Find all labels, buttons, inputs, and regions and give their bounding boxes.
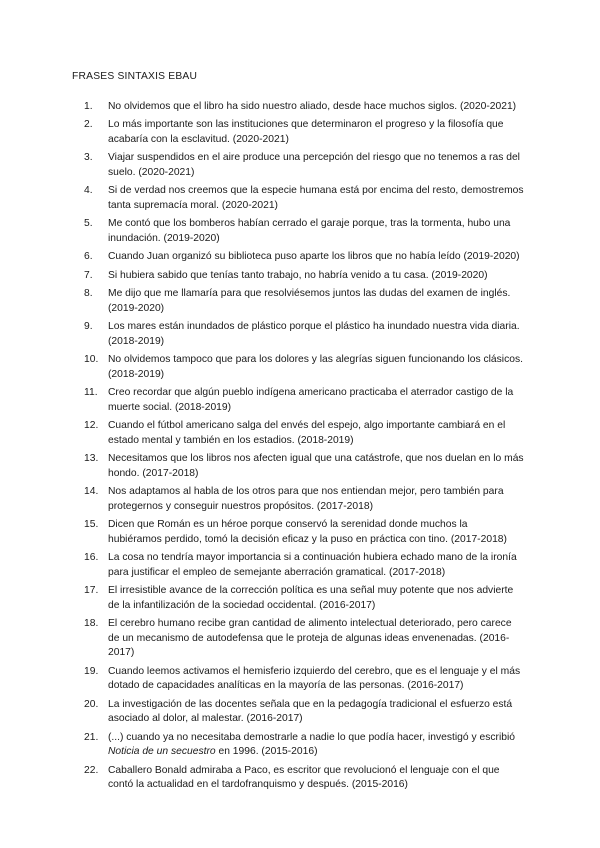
item-text <box>108 698 524 727</box>
list-item <box>84 698 524 727</box>
list-item <box>84 250 524 265</box>
item-text-main: (...) cuando ya no necesitaba demostrarle a nadie lo que podía hacer, investigó y escribió <box>108 731 515 743</box>
item-text-main: No olvidemos que el libro ha sido nuestro aliado, desde hace muchos siglos. (2020-2021) <box>108 101 517 112</box>
list-item <box>84 151 524 180</box>
item-text-main: Caballero Bonald admiraba a Paco, es escritor que revolucionó el lenguaje con el que contó la actualidad en el tardofranquismo y después. (2015-2016) <box>108 764 500 791</box>
list-item <box>84 353 524 382</box>
item-text <box>108 665 524 694</box>
list-item <box>84 184 524 213</box>
item-text-main: El cerebro humano recibe gran cantidad de alimento intelectual deteriorado, pero carece de un mecanismo de autodefensa que le proteja de algunas ideas envenenadas. (2016-2017) <box>108 617 512 659</box>
item-text <box>108 584 524 613</box>
list-item <box>84 452 524 481</box>
item-number: 16. <box>84 551 99 563</box>
item-text <box>108 419 524 448</box>
item-number: 21. <box>84 731 99 743</box>
item-number: 6. <box>84 251 93 263</box>
item-text-main: La investigación de las docentes señala que en la pedagogía tradicional el esfuerzo está asociado al dolor, al malestar. (2016-2017) <box>108 698 513 725</box>
item-number: 10. <box>84 353 99 365</box>
item-number: 14. <box>84 485 99 497</box>
item-text-main: Los mares están inundados de plástico porque el plástico ha inundado nuestra vida diaria. (2018-2019) <box>108 320 520 347</box>
item-text <box>108 320 524 349</box>
list-item <box>84 584 524 613</box>
item-number: 1. <box>84 101 93 112</box>
list-item <box>84 419 524 448</box>
item-text-main: Nos adaptamos al habla de los otros para que nos entiendan mejor, pero también para protegernos y conseguir nuestros propósitos. (2017-2018) <box>108 485 504 512</box>
item-number: 5. <box>84 218 93 230</box>
list-item <box>84 269 524 284</box>
item-number: 3. <box>84 152 93 164</box>
item-text <box>108 250 524 265</box>
item-number: 15. <box>84 518 99 530</box>
item-text <box>108 100 524 115</box>
item-number: 11. <box>84 386 98 398</box>
list-item <box>84 100 524 115</box>
item-text <box>108 551 524 580</box>
item-text-main: El irresistible avance de la corrección política es una señal muy potente que nos advierte de la infantilización de la sociedad occidental. (2016-2017) <box>108 584 514 611</box>
list-item <box>84 731 524 760</box>
list-item <box>84 320 524 349</box>
item-text <box>108 485 524 514</box>
list-item <box>84 518 524 547</box>
item-number: 13. <box>84 452 99 464</box>
item-number: 8. <box>84 287 93 299</box>
list-item <box>84 386 524 415</box>
item-text-main: Cuando Juan organizó su biblioteca puso aparte los libros que no había leído (2019-2020) <box>108 251 520 263</box>
item-text-main: La cosa no tendría mayor importancia si a continuación hubiera echado mano de la ironía para justificar el empleo de semejante aberración gramatical. (2017-2018) <box>108 551 517 578</box>
item-text <box>108 353 524 382</box>
item-text <box>108 118 524 147</box>
list-item <box>84 665 524 694</box>
item-text-main: Creo recordar que algún pueblo indígena americano practicaba el aterrador castigo de la muerte social. (2018-2019) <box>108 386 514 413</box>
item-number: 18. <box>84 617 99 629</box>
item-text <box>108 287 524 316</box>
item-text <box>108 617 524 661</box>
item-text-main: Me contó que los bomberos habían cerrado el garaje porque, tras la tormenta, hubo una inundación. (2019-2020) <box>108 218 511 244</box>
list-item <box>84 551 524 580</box>
item-text <box>108 764 524 793</box>
item-text <box>108 452 524 481</box>
item-text-main: No olvidemos tampoco que para los dolores y las alegrías siguen funcionando los clásicos. (2018-2019) <box>108 353 523 380</box>
item-text-tail: en 1996. (2015-2016) <box>215 746 318 758</box>
page-title: FRASES SINTAXIS EBAU <box>72 71 198 82</box>
sentence-list <box>84 100 524 797</box>
list-item <box>84 217 524 246</box>
item-text <box>108 269 524 284</box>
list-item <box>84 764 524 793</box>
item-text-main: Dicen que Román es un héroe porque conservó la serenidad donde muchos la hubiéramos perdido, tomó la decisión eficaz y la puso en práctica con tino. (2017-2018) <box>108 518 507 545</box>
list-item <box>84 287 524 316</box>
item-text <box>108 184 524 213</box>
item-number: 19. <box>84 665 99 677</box>
item-text <box>108 217 524 246</box>
item-number: 12. <box>84 419 99 431</box>
item-text <box>108 386 524 415</box>
item-text-main: Necesitamos que los libros nos afecten igual que una catástrofe, que nos duelan en lo más hondo. (2017-2018) <box>108 452 524 479</box>
item-text-main: Si de verdad nos creemos que la especie humana está por encima del resto, demostremos tanta supremacía moral. (2020-2021) <box>108 185 524 211</box>
item-text-main: Si hubiera sabido que tenías tanto trabajo, no habría venido a tu casa. (2019-2020) <box>108 269 488 281</box>
item-text-main: Lo más importante son las instituciones que determinaron el progreso y la filosofía que acabaría con la esclavitud. (2020-2021) <box>108 119 504 145</box>
list-item <box>84 617 524 661</box>
list-item <box>84 485 524 514</box>
item-text-main: Cuando leemos activamos el hemisferio izquierdo del cerebro, que es el lenguaje y el más dotado de capacidades analíticas en la mayoría de las personas. (2016-2017) <box>108 665 521 692</box>
item-text-main: Cuando el fútbol americano salga del envés del espejo, algo importante cambiará en el estado mental y también en los estadios. (2018-2019) <box>108 419 506 446</box>
list-item <box>84 118 524 147</box>
item-text-italic-title: Noticia de un secuestro <box>108 746 216 758</box>
item-number: 20. <box>84 698 99 710</box>
item-text <box>108 731 524 760</box>
item-number: 7. <box>84 269 93 281</box>
item-text <box>108 151 524 180</box>
item-text-main: Me dijo que me llamaría para que resolviésemos juntos las dudas del examen de inglés. (2019-2020) <box>108 287 511 314</box>
item-text <box>108 518 524 547</box>
item-number: 9. <box>84 320 93 332</box>
item-text-main: Viajar suspendidos en el aire produce una percepción del riesgo que no tenemos a ras del suelo. (2020-2021) <box>108 152 520 178</box>
item-number: 17. <box>84 584 99 596</box>
item-number: 4. <box>84 185 93 197</box>
item-number: 22. <box>84 764 99 776</box>
item-number: 2. <box>84 119 93 131</box>
